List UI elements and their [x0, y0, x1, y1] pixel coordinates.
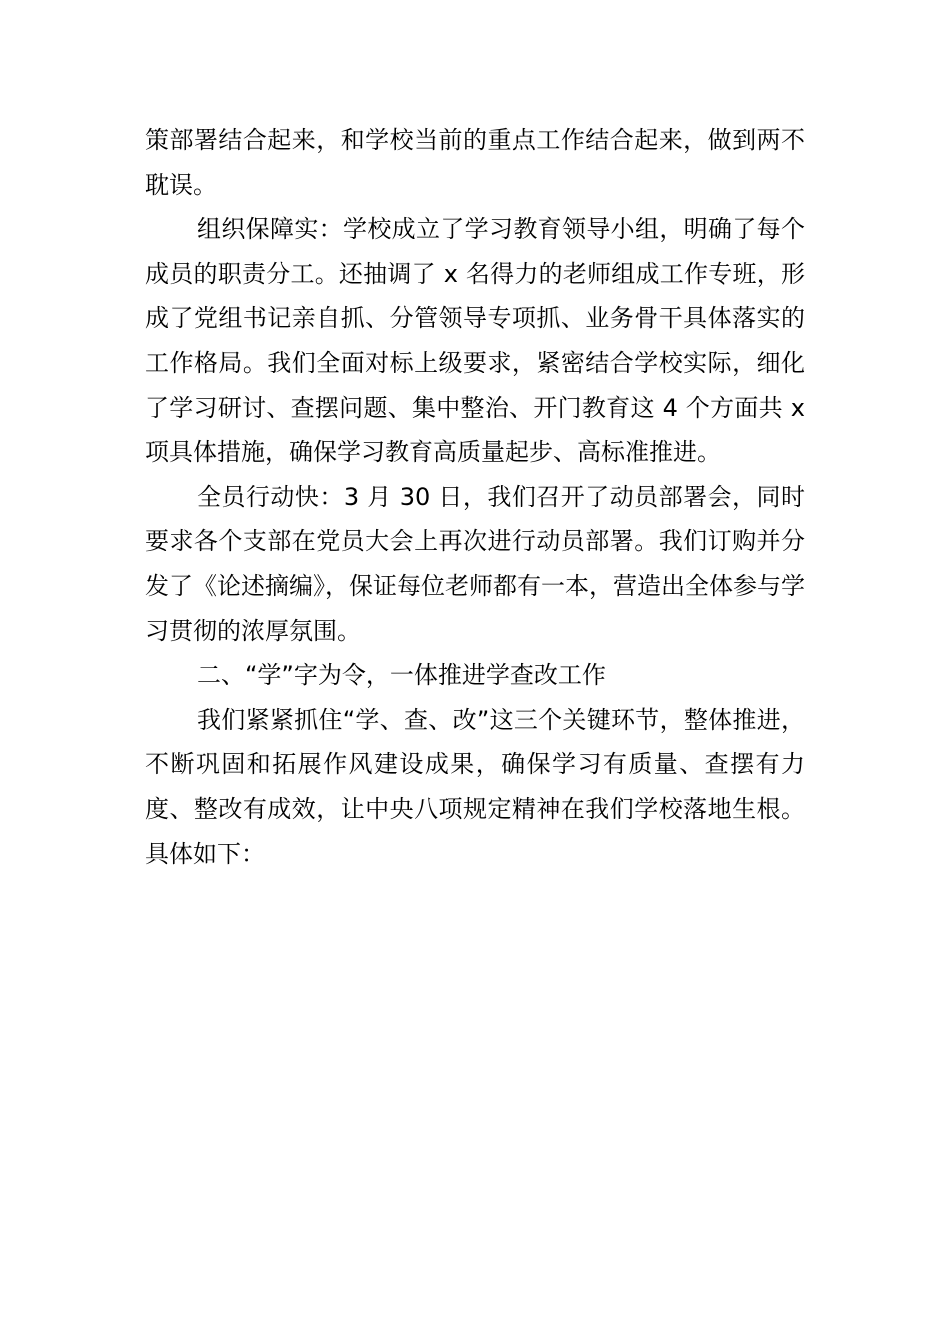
paragraph-organization-guarantee: 组织保障实：学校成立了学习教育领导小组，明确了每个成员的职责分工。还抽调了 x 名得力的老师组成工作专班，形成了党组书记亲自抓、分管领导专项抓、业务骨干具体落实的工作格局。我们全面对标上级要求，紧密结合学校实际，细化了学习研讨、查摆问题、集中整治、开门教育这 4 个方面共 x 项具体措施，确保学习教育高质量起步、高标准推进。: [145, 215, 805, 467]
paragraph-learn-check-correct: 我们紧紧抓住“学、查、改”这三个关键环节，整体推进，不断巩固和拓展作风建设成果，确保学习有质量、查摆有力度、整改有成效，让中央八项规定精神在我们学校落地生根。具体如下：: [145, 705, 805, 868]
paragraph-continuation: 策部署结合起来，和学校当前的重点工作结合起来，做到两不耽误。: [145, 126, 805, 199]
document-body: [145, 118, 805, 876]
paragraph-all-staff-action: 全员行动快：3 月 30 日，我们召开了动员部署会，同时要求各个支部在党员大会上再次进行动员部署。我们订购并分发了《论述摘编》，保证每位老师都有一本，营造出全体参与学习贯彻的浓厚氛围。: [145, 482, 805, 645]
section-heading-two: 二、“学”字为令，一体推进学查改工作: [197, 661, 606, 690]
